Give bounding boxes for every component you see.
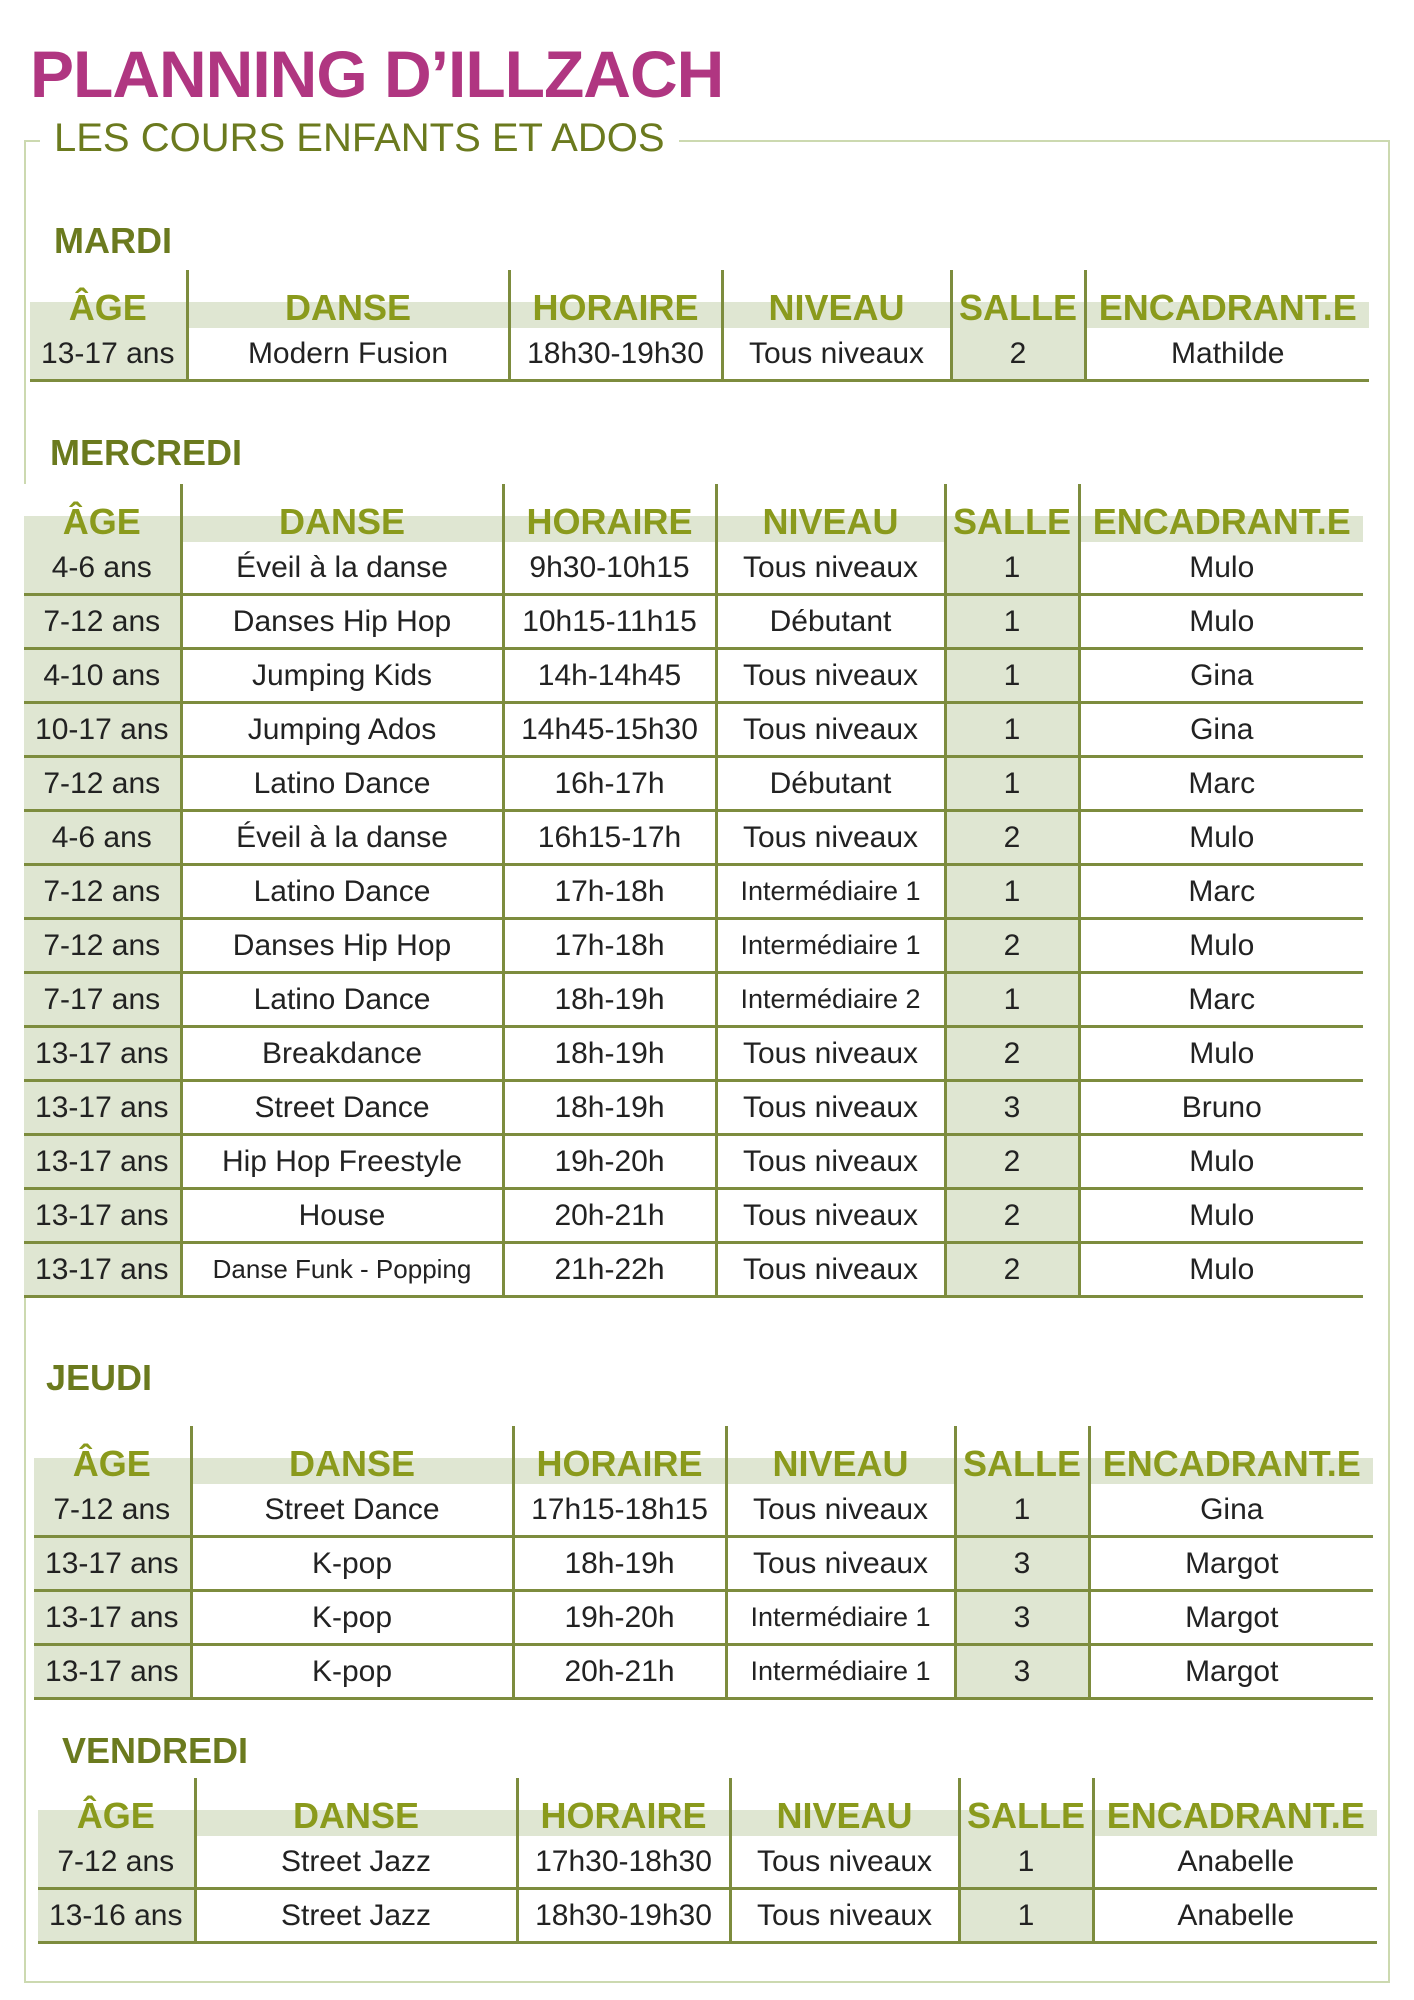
table-row (34, 1591, 1373, 1645)
header-danse: DANSE (195, 1778, 517, 1836)
table-row (24, 595, 1363, 649)
cell-niveau: Intermédiaire 1 (726, 1645, 955, 1699)
cell-danse: Danse Funk - Popping (181, 1243, 503, 1297)
cell-age: 13-17 ans (24, 1081, 181, 1135)
table-row (24, 649, 1363, 703)
header-niveau: NIVEAU (730, 1778, 959, 1836)
cell-salle: 2 (945, 919, 1079, 973)
cell-age: 4-6 ans (24, 811, 181, 865)
cell-age: 13-17 ans (34, 1645, 191, 1699)
table-row (24, 757, 1363, 811)
cell-danse: Danses Hip Hop (181, 595, 503, 649)
table-row (24, 1027, 1363, 1081)
cell-danse: Hip Hop Freestyle (181, 1135, 503, 1189)
cell-danse: Latino Dance (181, 973, 503, 1027)
cell-danse: Jumping Kids (181, 649, 503, 703)
cell-encadrant: Mulo (1079, 595, 1363, 649)
cell-salle: 1 (945, 757, 1079, 811)
cell-encadrant: Margot (1089, 1537, 1373, 1591)
cell-encadrant: Mulo (1079, 811, 1363, 865)
header-horaire: HORAIRE (509, 270, 722, 328)
header-niveau: NIVEAU (726, 1426, 955, 1484)
cell-age: 4-6 ans (24, 542, 181, 595)
cell-salle: 1 (945, 703, 1079, 757)
cell-horaire: 10h15-11h15 (503, 595, 716, 649)
cell-danse: Modern Fusion (187, 328, 509, 381)
table-row (24, 703, 1363, 757)
table-row (24, 1081, 1363, 1135)
cell-encadrant: Mathilde (1085, 328, 1369, 381)
header-encadrant: ENCADRANT.E (1089, 1426, 1373, 1484)
header-horaire: HORAIRE (513, 1426, 726, 1484)
table-row (24, 1243, 1363, 1297)
table-body (38, 1836, 1377, 1943)
cell-danse: Street Dance (181, 1081, 503, 1135)
cell-age: 13-17 ans (30, 328, 187, 381)
cell-salle: 1 (945, 649, 1079, 703)
cell-encadrant: Margot (1089, 1645, 1373, 1699)
cell-encadrant: Margot (1089, 1591, 1373, 1645)
table-header-row (34, 1426, 1373, 1484)
cell-niveau: Tous niveaux (716, 1081, 945, 1135)
cell-danse: Éveil à la danse (181, 542, 503, 595)
page-subtitle: LES COURS ENFANTS ET ADOS (40, 116, 679, 161)
table-body (34, 1484, 1373, 1699)
cell-niveau: Tous niveaux (716, 1189, 945, 1243)
cell-encadrant: Marc (1079, 757, 1363, 811)
cell-salle: 1 (955, 1484, 1089, 1537)
cell-niveau: Tous niveaux (716, 1135, 945, 1189)
cell-niveau: Débutant (716, 757, 945, 811)
cell-encadrant: Gina (1079, 703, 1363, 757)
cell-danse: Latino Dance (181, 865, 503, 919)
table-row (24, 1135, 1363, 1189)
cell-niveau: Débutant (716, 595, 945, 649)
schedule-table-vendredi (38, 1778, 1377, 1944)
cell-age: 7-12 ans (24, 919, 181, 973)
cell-encadrant: Mulo (1079, 1243, 1363, 1297)
header-horaire: HORAIRE (517, 1778, 730, 1836)
cell-danse: Latino Dance (181, 757, 503, 811)
cell-danse: K-pop (191, 1537, 513, 1591)
cell-horaire: 9h30-10h15 (503, 542, 716, 595)
cell-salle: 1 (959, 1836, 1093, 1889)
table-row (24, 811, 1363, 865)
header-salle: SALLE (959, 1778, 1093, 1836)
cell-salle: 2 (945, 811, 1079, 865)
cell-niveau: Intermédiaire 1 (726, 1591, 955, 1645)
cell-horaire: 18h-19h (503, 973, 716, 1027)
schedule-table-mardi (30, 270, 1369, 382)
cell-encadrant: Mulo (1079, 1189, 1363, 1243)
cell-horaire: 17h-18h (503, 919, 716, 973)
cell-age: 13-17 ans (24, 1189, 181, 1243)
table-row (30, 328, 1369, 381)
table-row (38, 1836, 1377, 1889)
cell-niveau: Tous niveaux (730, 1836, 959, 1889)
cell-danse: House (181, 1189, 503, 1243)
table-row (24, 973, 1363, 1027)
cell-age: 13-17 ans (24, 1243, 181, 1297)
cell-salle: 1 (959, 1889, 1093, 1943)
header-horaire: HORAIRE (503, 484, 716, 542)
cell-niveau: Intermédiaire 1 (716, 919, 945, 973)
schedule-table-jeudi (34, 1426, 1373, 1700)
cell-horaire: 18h-19h (513, 1537, 726, 1591)
cell-niveau: Tous niveaux (716, 1027, 945, 1081)
cell-age: 7-12 ans (38, 1836, 195, 1889)
cell-salle: 2 (945, 1027, 1079, 1081)
cell-horaire: 14h45-15h30 (503, 703, 716, 757)
schedule-table-mercredi (24, 484, 1363, 1298)
cell-salle: 3 (945, 1081, 1079, 1135)
cell-danse: Éveil à la danse (181, 811, 503, 865)
cell-horaire: 16h-17h (503, 757, 716, 811)
cell-salle: 1 (945, 542, 1079, 595)
table-row (34, 1537, 1373, 1591)
table-row (34, 1484, 1373, 1537)
cell-niveau: Tous niveaux (722, 328, 951, 381)
cell-age: 7-17 ans (24, 973, 181, 1027)
cell-danse: Jumping Ados (181, 703, 503, 757)
cell-encadrant: Mulo (1079, 542, 1363, 595)
table-header-row (24, 484, 1363, 542)
day-title-mardi: MARDI (54, 220, 172, 261)
table-body (24, 542, 1363, 1297)
cell-encadrant: Mulo (1079, 919, 1363, 973)
cell-age: 13-16 ans (38, 1889, 195, 1943)
cell-encadrant: Anabelle (1093, 1836, 1377, 1889)
cell-danse: Street Jazz (195, 1889, 517, 1943)
header-danse: DANSE (181, 484, 503, 542)
cell-niveau: Intermédiaire 2 (716, 973, 945, 1027)
cell-horaire: 14h-14h45 (503, 649, 716, 703)
cell-niveau: Tous niveaux (726, 1484, 955, 1537)
cell-age: 13-17 ans (34, 1591, 191, 1645)
cell-danse: Danses Hip Hop (181, 919, 503, 973)
header-encadrant: ENCADRANT.E (1079, 484, 1363, 542)
cell-encadrant: Anabelle (1093, 1889, 1377, 1943)
header-niveau: NIVEAU (722, 270, 951, 328)
cell-encadrant: Bruno (1079, 1081, 1363, 1135)
cell-horaire: 17h15-18h15 (513, 1484, 726, 1537)
cell-salle: 2 (951, 328, 1085, 381)
day-title-vendredi: VENDREDI (62, 1730, 249, 1771)
cell-salle: 2 (945, 1243, 1079, 1297)
cell-salle: 1 (945, 595, 1079, 649)
table-row (24, 1189, 1363, 1243)
cell-encadrant: Marc (1079, 973, 1363, 1027)
table-header-row (38, 1778, 1377, 1836)
page-title: PLANNING D’ILLZACH (30, 37, 724, 111)
cell-salle: 2 (945, 1189, 1079, 1243)
header-danse: DANSE (191, 1426, 513, 1484)
cell-niveau: Tous niveaux (716, 542, 945, 595)
cell-encadrant: Marc (1079, 865, 1363, 919)
cell-age: 7-12 ans (24, 865, 181, 919)
cell-horaire: 18h-19h (503, 1027, 716, 1081)
cell-age: 13-17 ans (34, 1537, 191, 1591)
cell-age: 7-12 ans (34, 1484, 191, 1537)
table-row (24, 919, 1363, 973)
cell-niveau: Tous niveaux (716, 1243, 945, 1297)
cell-horaire: 18h30-19h30 (509, 328, 722, 381)
cell-age: 7-12 ans (24, 757, 181, 811)
cell-age: 13-17 ans (24, 1027, 181, 1081)
cell-salle: 3 (955, 1645, 1089, 1699)
cell-salle: 1 (945, 865, 1079, 919)
cell-niveau: Tous niveaux (716, 649, 945, 703)
cell-age: 7-12 ans (24, 595, 181, 649)
cell-niveau: Tous niveaux (726, 1537, 955, 1591)
header-encadrant: ENCADRANT.E (1085, 270, 1369, 328)
cell-horaire: 19h-20h (503, 1135, 716, 1189)
table-row (34, 1645, 1373, 1699)
header-danse: DANSE (187, 270, 509, 328)
header-age: ÂGE (24, 484, 181, 542)
cell-encadrant: Mulo (1079, 1135, 1363, 1189)
cell-horaire: 21h-22h (503, 1243, 716, 1297)
table-row (38, 1889, 1377, 1943)
cell-danse: Street Jazz (195, 1836, 517, 1889)
cell-horaire: 18h30-19h30 (517, 1889, 730, 1943)
cell-horaire: 20h-21h (503, 1189, 716, 1243)
cell-niveau: Tous niveaux (730, 1889, 959, 1943)
cell-salle: 2 (945, 1135, 1079, 1189)
cell-danse: Breakdance (181, 1027, 503, 1081)
cell-horaire: 17h-18h (503, 865, 716, 919)
cell-horaire: 17h30-18h30 (517, 1836, 730, 1889)
table-row (24, 542, 1363, 595)
cell-danse: Street Dance (191, 1484, 513, 1537)
cell-niveau: Tous niveaux (716, 703, 945, 757)
cell-encadrant: Gina (1089, 1484, 1373, 1537)
day-title-jeudi: JEUDI (46, 1357, 153, 1398)
cell-age: 10-17 ans (24, 703, 181, 757)
cell-age: 4-10 ans (24, 649, 181, 703)
header-salle: SALLE (951, 270, 1085, 328)
cell-encadrant: Gina (1079, 649, 1363, 703)
header-age: ÂGE (30, 270, 187, 328)
cell-horaire: 20h-21h (513, 1645, 726, 1699)
table-header-row (30, 270, 1369, 328)
header-age: ÂGE (34, 1426, 191, 1484)
cell-horaire: 18h-19h (503, 1081, 716, 1135)
cell-niveau: Tous niveaux (716, 811, 945, 865)
cell-salle: 3 (955, 1537, 1089, 1591)
header-niveau: NIVEAU (716, 484, 945, 542)
header-salle: SALLE (955, 1426, 1089, 1484)
cell-salle: 1 (945, 973, 1079, 1027)
header-encadrant: ENCADRANT.E (1093, 1778, 1377, 1836)
cell-danse: K-pop (191, 1645, 513, 1699)
cell-danse: K-pop (191, 1591, 513, 1645)
header-salle: SALLE (945, 484, 1079, 542)
cell-horaire: 19h-20h (513, 1591, 726, 1645)
cell-niveau: Intermédiaire 1 (716, 865, 945, 919)
cell-horaire: 16h15-17h (503, 811, 716, 865)
table-row (24, 865, 1363, 919)
table-body (30, 328, 1369, 381)
cell-salle: 3 (955, 1591, 1089, 1645)
header-age: ÂGE (38, 1778, 195, 1836)
day-title-mercredi: MERCREDI (50, 432, 243, 473)
cell-encadrant: Mulo (1079, 1027, 1363, 1081)
cell-age: 13-17 ans (24, 1135, 181, 1189)
